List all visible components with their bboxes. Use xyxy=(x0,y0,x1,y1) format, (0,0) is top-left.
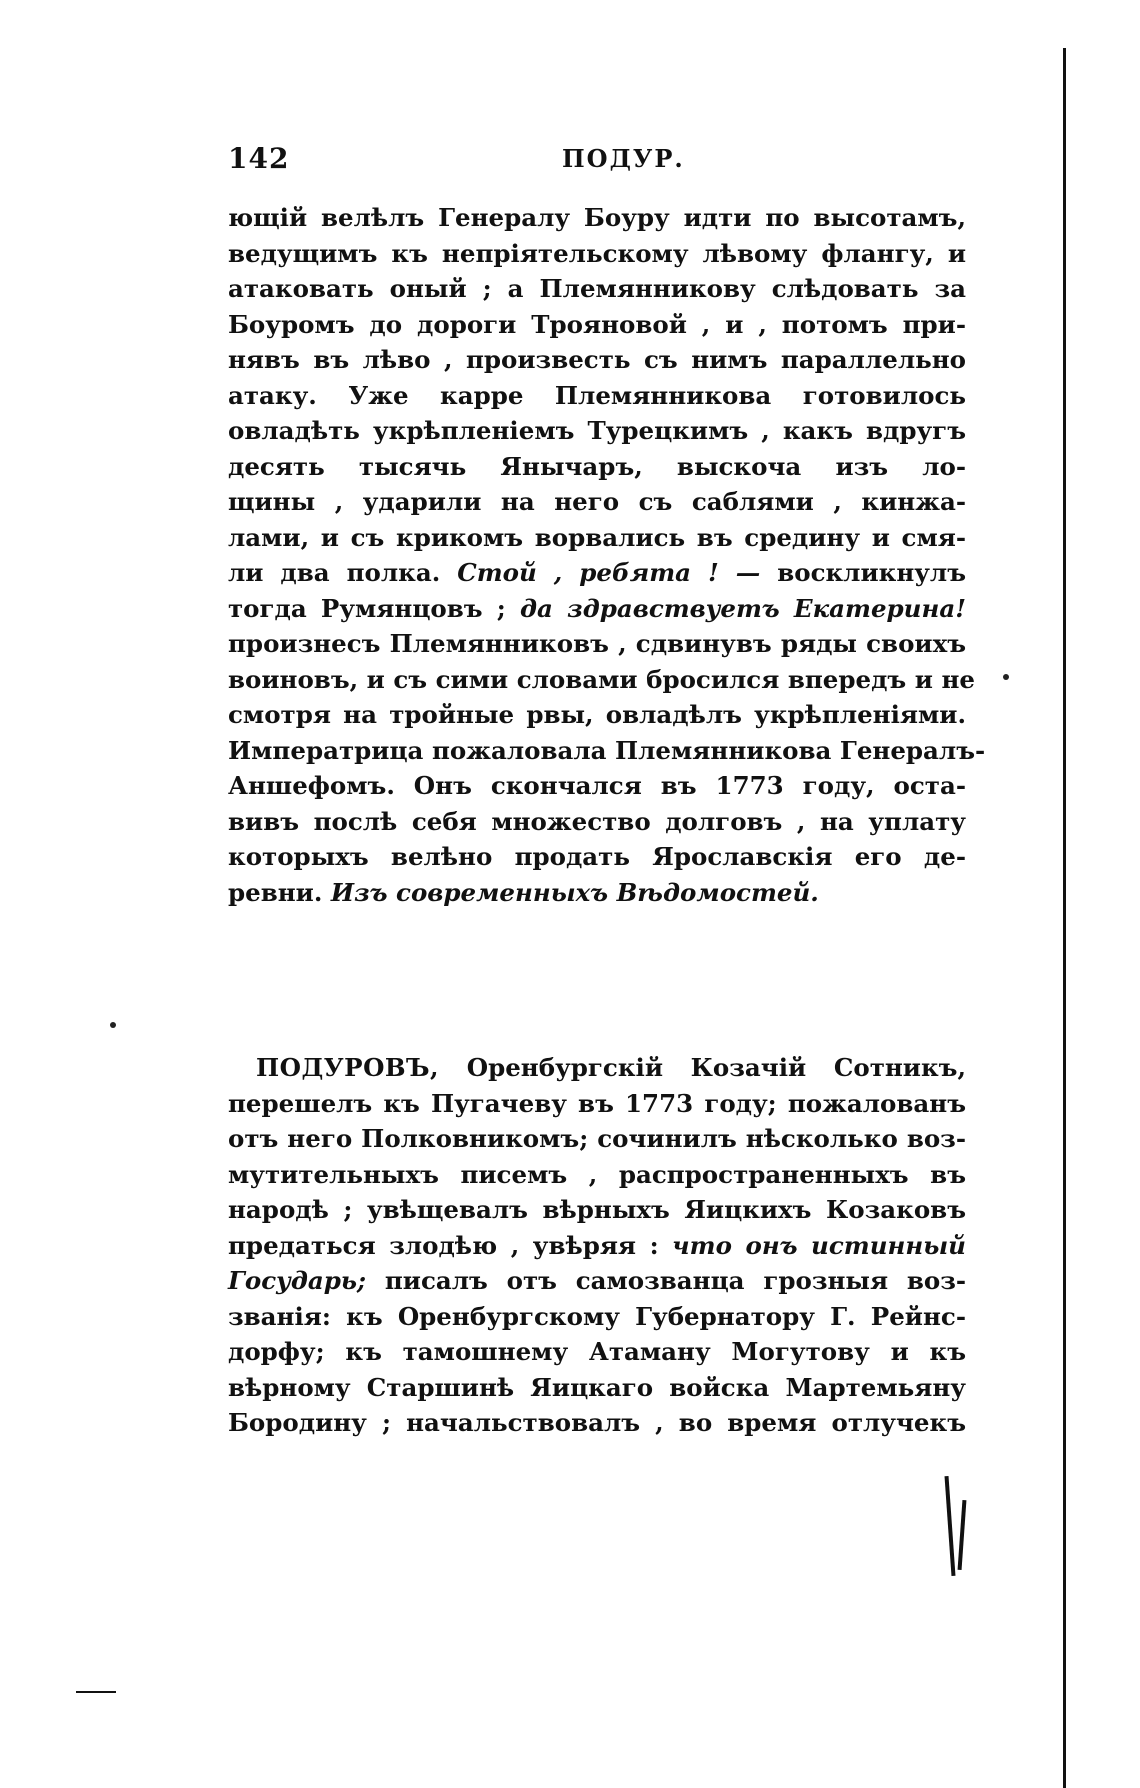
scan-mark xyxy=(945,1476,956,1576)
text-line: Императрица пожаловала Племянникова Генералъ- xyxy=(228,735,986,765)
text-line: народѣ ; увѣщевалъ вѣрныхъ Яицкихъ Козаковъ xyxy=(228,1195,966,1224)
text-line: Аншефомъ. Онъ скончался въ 1773 году, оста- xyxy=(228,771,966,800)
text-segment: ли два полка. xyxy=(228,558,441,587)
text-line-mixed xyxy=(228,1050,966,1086)
text-line: Бородину ; начальствовалъ , во время отлучекъ xyxy=(228,1408,966,1437)
text-line: атаковать оный ; а Племянникову слѣдовать за xyxy=(228,274,966,303)
text-segment: Оренбургскій Козачій Сотникъ, xyxy=(466,1053,966,1082)
italic-quote: что онъ истинный xyxy=(672,1230,966,1260)
text-line: званія: къ Оренбургскому Губернатору Г. Рейнс- xyxy=(228,1301,966,1331)
page-number: 142 xyxy=(228,142,290,175)
text-line: отъ него Полковникомъ; сочинилъ нѣсколько воз- xyxy=(228,1124,966,1153)
running-title: ПОДУР. xyxy=(562,144,685,173)
text-segment: воскликнулъ xyxy=(777,558,967,587)
text-line: атаку. Уже карре Племянникова готовилось xyxy=(228,380,966,410)
text-segment: ревни. xyxy=(228,877,323,907)
text-line: воиновъ, и съ сими словами бросился впередъ и не xyxy=(228,664,975,694)
scan-speck xyxy=(1003,674,1009,680)
source-citation: Изъ современныхъ Вѣдомостей. xyxy=(330,877,819,907)
text-line-mixed xyxy=(228,1228,966,1264)
text-line: дорфу; къ тамошнему Атаману Могутову и къ xyxy=(228,1337,966,1366)
text-line: мутительныхъ писемъ , распространенныхъ въ xyxy=(228,1159,966,1189)
text-line: овладѣть укрѣпленіемъ Турецкимъ , какъ вдругъ xyxy=(228,416,966,445)
scan-mark xyxy=(958,1500,967,1570)
text-line-mixed xyxy=(228,591,966,627)
italic-quote: да здравствуетъ Екатерина! xyxy=(519,593,966,623)
text-segment: предаться злодѣю , увѣряя : xyxy=(228,1230,659,1260)
text-line: нявъ въ лѣво , произвесть съ нимъ параллельно xyxy=(228,345,966,374)
text-line-mixed xyxy=(228,875,966,911)
text-line-mixed xyxy=(228,1263,966,1299)
text-segment: тогда Румянцовъ ; xyxy=(228,593,506,623)
italic-quote: Стой , ребята ! — xyxy=(457,558,761,587)
running-head xyxy=(228,142,968,182)
text-line: произнесъ Племянниковъ , сдвинувъ ряды своихъ xyxy=(228,629,966,658)
scan-edge-line xyxy=(1063,48,1066,1788)
scan-mark xyxy=(76,1691,116,1693)
text-line: щины , ударили на него съ саблями , кинжа- xyxy=(228,487,966,516)
text-line-mixed xyxy=(228,555,966,591)
paragraph-podurov xyxy=(228,1050,966,1441)
text-line: десять тысячь Янычаръ, выскоча изъ ло- xyxy=(228,451,966,481)
text-line: ющій велѣлъ Генералу Боуру идти по высотамъ, xyxy=(228,203,966,232)
entry-headword: ПОДУРОВЪ, xyxy=(256,1053,440,1082)
text-segment: писалъ отъ самозванца грозныя воз- xyxy=(384,1266,966,1295)
text-line: ведущимъ къ непріятельскому лѣвому флангу, и xyxy=(228,238,966,268)
text-line: перешелъ къ Пугачеву въ 1773 году; пожалованъ xyxy=(228,1088,966,1118)
text-line: Боуромъ до дороги Трояновой , и , потомъ при- xyxy=(228,309,966,339)
italic-quote: Государь; xyxy=(228,1266,367,1295)
text-line: смотря на тройные рвы, овладѣлъ укрѣпленіями. xyxy=(228,700,966,729)
text-line: вѣрному Старшинѣ Яицкаго войска Мартемьяну xyxy=(228,1372,966,1402)
scan-speck xyxy=(110,1022,116,1028)
text-line: вивъ послѣ себя множество долговъ , на уплату xyxy=(228,806,966,836)
paragraph-plemyannikov xyxy=(228,200,986,910)
text-line: которыхъ велѣно продать Ярославскія его де- xyxy=(228,842,966,871)
text-line: лами, и съ крикомъ ворвались въ средину и смя- xyxy=(228,522,966,552)
